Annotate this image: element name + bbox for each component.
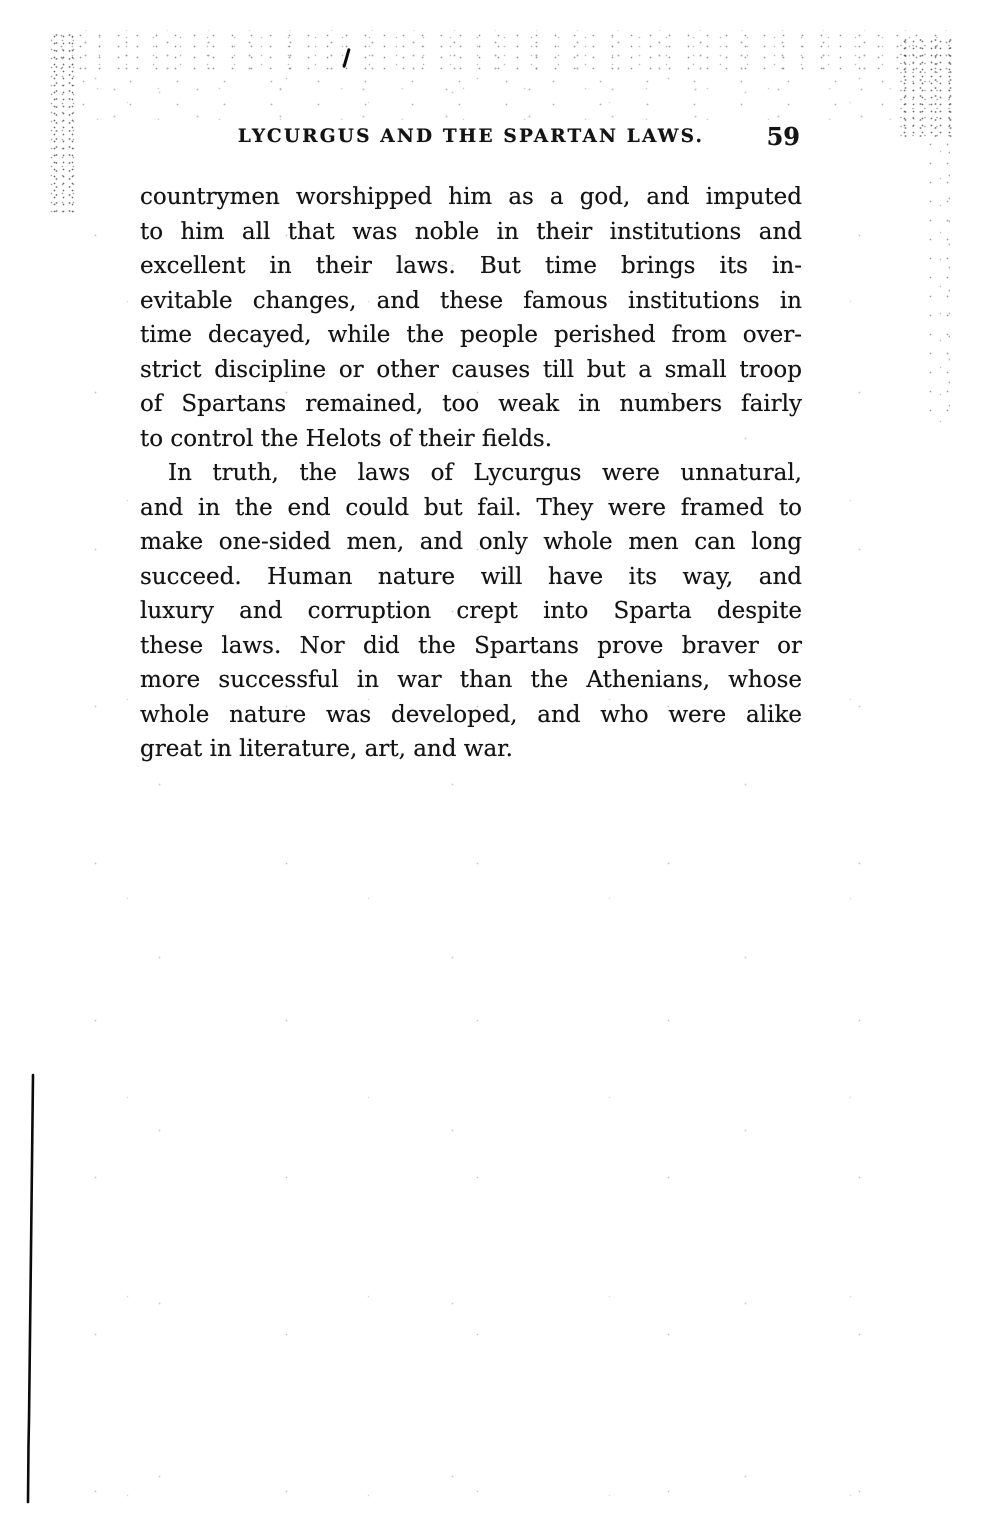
scan-noise-top-band [52,30,950,72]
text-line: evitable changes, and these famous institutions in [140,287,802,314]
text-line: succeed. Human nature will have its way, and [140,563,802,590]
text-line: more successful in war than the Athenians, whose [140,667,802,693]
text-line: of Spartans remained, too weak in numbers fairly [140,391,802,417]
text-line: to him all that was noble in their institutions and [140,218,802,245]
running-header-title: LYCURGUS AND THE SPARTAN LAWS. [237,126,705,147]
scan-noise-right-edge [900,38,952,138]
running-header [140,122,802,152]
scan-vertical-line-artifact [0,0,60,1527]
page-number: 59 [766,122,800,151]
text-line: time decayed, while the people perished from over- [140,322,802,348]
text-line: In truth, the laws of Lycurgus were unnatural, [168,460,802,486]
text-line: and in the end could but fail. They were framed to [140,494,802,521]
scan-noise-top-fade [60,70,940,120]
text-line: great in literature, art, and war. [140,736,513,762]
text-line: luxury and corruption crept into Sparta despite [140,598,802,624]
text-line: countrymen worshipped him as a god, and imputed [140,184,802,210]
scan-noise-right-trail [922,135,950,425]
text-line: to control the Helots of their fields. [140,425,553,452]
text-line: make one-sided men, and only whole men can long [140,529,802,555]
scan-slash-artifact [342,48,350,68]
text-line: strict discipline or other causes till but a small troop [140,356,802,383]
text-line: whole nature was developed, and who were alike [140,701,802,728]
text-line: excellent in their laws. But time brings its in- [140,253,802,279]
text-line: these laws. Nor did the Spartans prove braver or [140,632,802,659]
body-text [140,180,802,767]
